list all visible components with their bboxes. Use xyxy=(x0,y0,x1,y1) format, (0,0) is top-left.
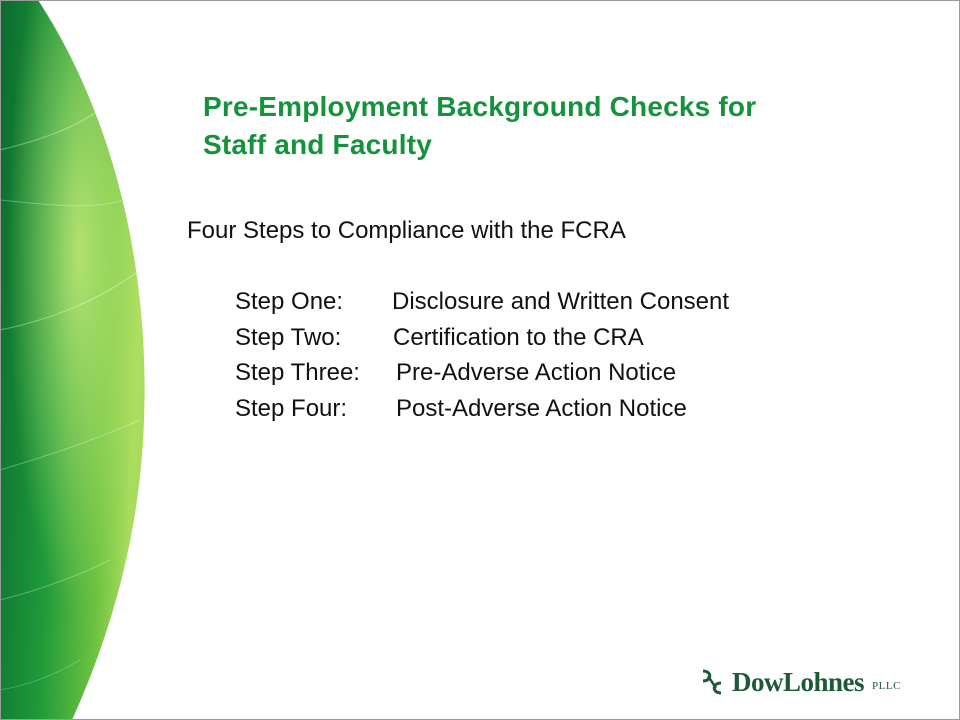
slide-subtitle: Four Steps to Compliance with the FCRA xyxy=(187,217,626,244)
dowlohnes-logo xyxy=(700,664,901,700)
step-label: Step Three: xyxy=(235,359,360,386)
step-item xyxy=(235,393,729,429)
title-line-2: Staff and Faculty xyxy=(203,129,432,160)
dowlohnes-mark-icon xyxy=(700,667,724,697)
step-description: Post-Adverse Action Notice xyxy=(396,394,687,422)
step-item xyxy=(235,286,729,322)
logo-suffix: PLLC xyxy=(872,680,901,692)
title-line-1: Pre-Employment Background Checks for xyxy=(203,91,757,122)
step-label: Step One: xyxy=(235,288,344,315)
steps-list xyxy=(235,286,729,428)
green-swoosh-panel xyxy=(0,0,200,720)
logo-name: DowLohnes xyxy=(732,666,865,697)
step-description: Disclosure and Written Consent xyxy=(392,288,730,315)
step-item xyxy=(235,357,729,393)
step-label: Step Four: xyxy=(235,394,348,422)
step-item xyxy=(235,322,729,358)
slide-title xyxy=(203,88,923,164)
step-description: Pre-Adverse Action Notice xyxy=(396,359,677,386)
step-label: Step Two: xyxy=(235,323,342,351)
step-description: Certification to the CRA xyxy=(393,323,644,351)
